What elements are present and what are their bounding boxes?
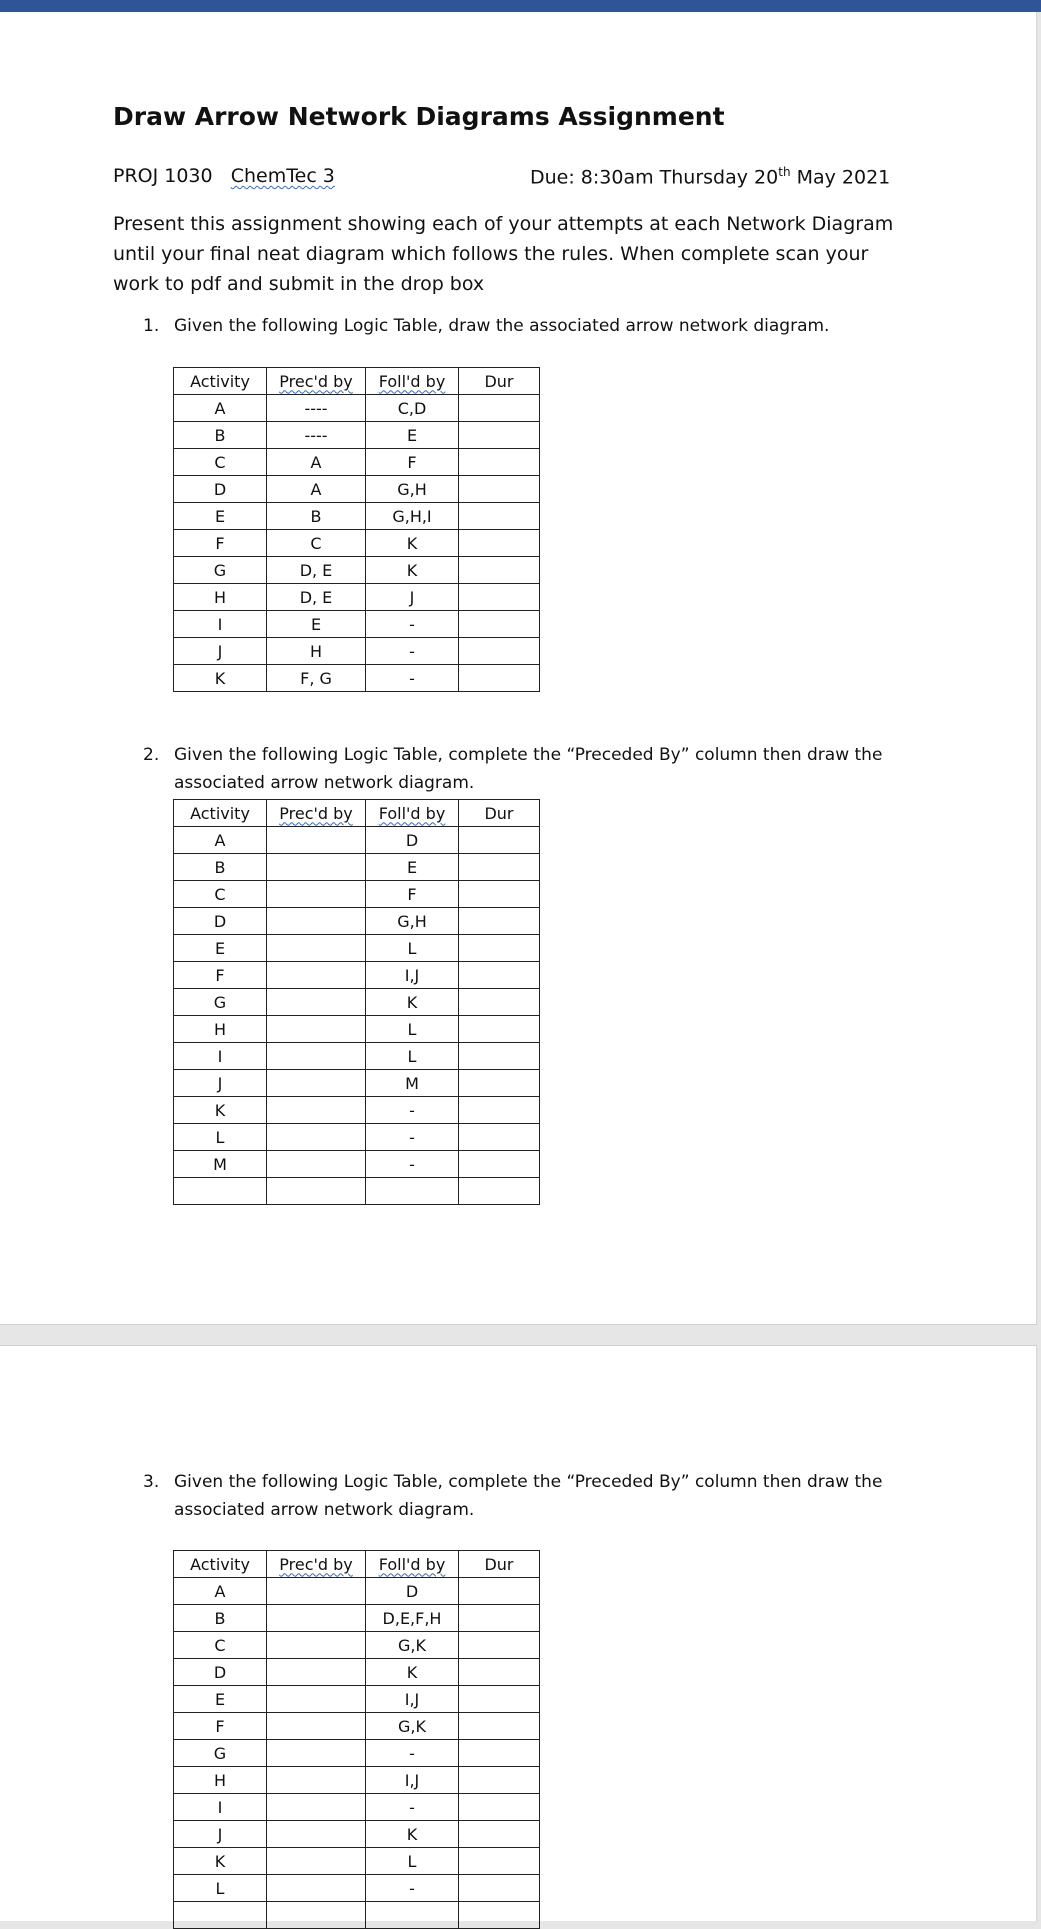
followed-by-cell: -	[366, 1875, 459, 1902]
question-text-line-1: Given the following Logic Table, complete the “Preceded By” column then draw the	[174, 1472, 883, 1492]
duration-cell	[459, 1605, 540, 1632]
table-row	[174, 611, 540, 638]
followed-by-cell: M	[366, 1070, 459, 1097]
activity-cell: F	[174, 962, 267, 989]
table-row	[174, 989, 540, 1016]
column-header-label: Activity	[190, 371, 250, 391]
table-row	[174, 530, 540, 557]
activity-cell: I	[174, 1794, 267, 1821]
table-row	[174, 476, 540, 503]
activity-cell: C	[174, 449, 267, 476]
activity-cell: B	[174, 1605, 267, 1632]
preceded-by-cell	[267, 1043, 366, 1070]
table-row	[174, 1848, 540, 1875]
logic-table-1	[173, 367, 540, 692]
preceded-by-cell	[267, 1686, 366, 1713]
preceded-by-cell	[267, 1875, 366, 1902]
preceded-by-cell	[267, 1848, 366, 1875]
followed-by-cell	[366, 1178, 459, 1205]
column-header	[174, 1551, 267, 1578]
column-header-label: Prec'd by	[279, 1554, 353, 1574]
activity-cell: D	[174, 476, 267, 503]
due-date	[530, 165, 890, 188]
activity-cell: F	[174, 1713, 267, 1740]
logic-table-2	[173, 799, 540, 1205]
preceded-by-cell	[267, 1605, 366, 1632]
activity-cell: G	[174, 989, 267, 1016]
activity-cell: K	[174, 1848, 267, 1875]
table-row	[174, 1178, 540, 1205]
followed-by-cell: K	[366, 530, 459, 557]
preceded-by-cell	[267, 1713, 366, 1740]
due-prefix: Due: 8:30am Thursday 20	[530, 166, 779, 189]
activity-cell: H	[174, 1016, 267, 1043]
table-row	[174, 1767, 540, 1794]
column-header-label: Foll'd by	[378, 803, 446, 823]
duration-cell	[459, 1713, 540, 1740]
table-row	[174, 827, 540, 854]
table-row	[174, 503, 540, 530]
preceded-by-cell	[267, 989, 366, 1016]
preceded-by-cell	[267, 1097, 366, 1124]
duration-cell	[459, 530, 540, 557]
question-text-line-1: Given the following Logic Table, complete the “Preceded By” column then draw the	[174, 745, 883, 765]
duration-cell	[459, 1848, 540, 1875]
table-header-row	[174, 368, 540, 395]
duration-cell	[459, 1632, 540, 1659]
followed-by-cell: E	[366, 854, 459, 881]
preceded-by-cell	[267, 881, 366, 908]
question-number: 1.	[143, 316, 160, 336]
column-header-label: Activity	[190, 1554, 250, 1574]
followed-by-cell: K	[366, 557, 459, 584]
preceded-by-cell: E	[267, 611, 366, 638]
column-header	[459, 1551, 540, 1578]
followed-by-cell: K	[366, 989, 459, 1016]
question-text-line-2: associated arrow network diagram.	[174, 1500, 475, 1520]
preceded-by-cell	[267, 1821, 366, 1848]
preceded-by-cell	[267, 1659, 366, 1686]
followed-by-cell: F	[366, 449, 459, 476]
question-1	[143, 312, 963, 342]
duration-cell	[459, 1686, 540, 1713]
column-header	[267, 800, 366, 827]
activity-cell: A	[174, 395, 267, 422]
duration-cell	[459, 1578, 540, 1605]
duration-cell	[459, 476, 540, 503]
followed-by-cell: L	[366, 1848, 459, 1875]
preceded-by-cell: B	[267, 503, 366, 530]
table-row	[174, 1794, 540, 1821]
course-name: ChemTec 3	[230, 165, 335, 187]
table-row	[174, 1097, 540, 1124]
table-row	[174, 449, 540, 476]
column-header	[366, 368, 459, 395]
column-header-label: Dur	[484, 1554, 514, 1574]
table-row	[174, 1578, 540, 1605]
table-row	[174, 1875, 540, 1902]
activity-cell: G	[174, 557, 267, 584]
activity-cell: C	[174, 881, 267, 908]
followed-by-cell: -	[366, 1740, 459, 1767]
column-header	[459, 368, 540, 395]
table-row	[174, 1070, 540, 1097]
preceded-by-cell	[267, 908, 366, 935]
preceded-by-cell	[267, 827, 366, 854]
question-text: Given the following Logic Table, draw the associated arrow network diagram.	[174, 316, 830, 336]
duration-cell	[459, 1070, 540, 1097]
table-row	[174, 935, 540, 962]
activity-cell: G	[174, 1740, 267, 1767]
activity-cell: K	[174, 1097, 267, 1124]
followed-by-cell: D,E,F,H	[366, 1605, 459, 1632]
table-row	[174, 1902, 540, 1929]
question-3	[143, 1468, 963, 1528]
followed-by-cell: E	[366, 422, 459, 449]
activity-cell: E	[174, 935, 267, 962]
activity-cell	[174, 1178, 267, 1205]
question-text-line-2: associated arrow network diagram.	[174, 773, 475, 793]
followed-by-cell: -	[366, 665, 459, 692]
activity-cell: F	[174, 530, 267, 557]
table-row	[174, 1821, 540, 1848]
activity-cell: J	[174, 1070, 267, 1097]
activity-cell: H	[174, 584, 267, 611]
due-suffix: May 2021	[790, 166, 891, 189]
duration-cell	[459, 1740, 540, 1767]
table-row	[174, 638, 540, 665]
preceded-by-cell: A	[267, 476, 366, 503]
column-header-label: Foll'd by	[378, 371, 446, 391]
table-row	[174, 962, 540, 989]
followed-by-cell: D	[366, 1578, 459, 1605]
activity-cell: L	[174, 1875, 267, 1902]
activity-cell: J	[174, 1821, 267, 1848]
instructions-paragraph: Present this assignment showing each of your attempts at each Network Diagram until your final neat diagram which follows the rules. When complete scan your work to pdf and submit in the drop box	[113, 213, 894, 295]
preceded-by-cell: F, G	[267, 665, 366, 692]
column-header-label: Prec'd by	[279, 371, 353, 391]
table-row	[174, 1713, 540, 1740]
duration-cell	[459, 881, 540, 908]
table-row	[174, 395, 540, 422]
activity-cell: K	[174, 665, 267, 692]
table-row	[174, 422, 540, 449]
table-row	[174, 1605, 540, 1632]
column-header	[366, 1551, 459, 1578]
followed-by-cell: -	[366, 1097, 459, 1124]
followed-by-cell: I,J	[366, 1686, 459, 1713]
duration-cell	[459, 665, 540, 692]
preceded-by-cell	[267, 935, 366, 962]
activity-cell: I	[174, 1043, 267, 1070]
followed-by-cell: I,J	[366, 962, 459, 989]
activity-cell: E	[174, 503, 267, 530]
activity-cell: I	[174, 611, 267, 638]
preceded-by-cell	[267, 1178, 366, 1205]
duration-cell	[459, 503, 540, 530]
table-row	[174, 1016, 540, 1043]
duration-cell	[459, 395, 540, 422]
activity-cell: E	[174, 1686, 267, 1713]
followed-by-cell: L	[366, 935, 459, 962]
due-superscript: th	[778, 165, 791, 179]
activity-cell: M	[174, 1151, 267, 1178]
followed-by-cell: G,K	[366, 1713, 459, 1740]
preceded-by-cell: C	[267, 530, 366, 557]
activity-cell: A	[174, 827, 267, 854]
column-header	[267, 368, 366, 395]
duration-cell	[459, 1875, 540, 1902]
table-header-row	[174, 800, 540, 827]
followed-by-cell: I,J	[366, 1767, 459, 1794]
duration-cell	[459, 962, 540, 989]
course-line	[113, 165, 335, 187]
followed-by-cell: L	[366, 1043, 459, 1070]
activity-cell: A	[174, 1578, 267, 1605]
duration-cell	[459, 422, 540, 449]
followed-by-cell: F	[366, 881, 459, 908]
activity-cell: D	[174, 908, 267, 935]
table-row	[174, 1124, 540, 1151]
followed-by-cell: -	[366, 638, 459, 665]
course-code: PROJ 1030	[113, 165, 213, 187]
duration-cell	[459, 827, 540, 854]
duration-cell	[459, 1097, 540, 1124]
followed-by-cell: -	[366, 1794, 459, 1821]
question-2	[143, 741, 963, 801]
table-row	[174, 881, 540, 908]
column-header	[174, 800, 267, 827]
followed-by-cell: D	[366, 827, 459, 854]
duration-cell	[459, 1902, 540, 1929]
duration-cell	[459, 584, 540, 611]
table-row	[174, 854, 540, 881]
duration-cell	[459, 854, 540, 881]
top-accent-bar	[0, 0, 1041, 12]
duration-cell	[459, 908, 540, 935]
preceded-by-cell: ----	[267, 422, 366, 449]
followed-by-cell: L	[366, 1016, 459, 1043]
activity-cell: B	[174, 854, 267, 881]
preceded-by-cell	[267, 1151, 366, 1178]
preceded-by-cell	[267, 962, 366, 989]
preceded-by-cell	[267, 854, 366, 881]
preceded-by-cell	[267, 1767, 366, 1794]
followed-by-cell: -	[366, 611, 459, 638]
table-row	[174, 1740, 540, 1767]
table-row	[174, 1151, 540, 1178]
duration-cell	[459, 638, 540, 665]
document-page-1	[0, 12, 1037, 1325]
column-header	[366, 800, 459, 827]
duration-cell	[459, 1016, 540, 1043]
column-header	[174, 368, 267, 395]
duration-cell	[459, 935, 540, 962]
column-header	[459, 800, 540, 827]
table-row	[174, 557, 540, 584]
followed-by-cell: K	[366, 1821, 459, 1848]
activity-cell: B	[174, 422, 267, 449]
column-header-label: Foll'd by	[378, 1554, 446, 1574]
question-number: 3.	[143, 1472, 160, 1492]
followed-by-cell: G,H	[366, 476, 459, 503]
preceded-by-cell	[267, 1632, 366, 1659]
duration-cell	[459, 611, 540, 638]
table-row	[174, 584, 540, 611]
preceded-by-cell: ----	[267, 395, 366, 422]
followed-by-cell: -	[366, 1151, 459, 1178]
duration-cell	[459, 989, 540, 1016]
duration-cell	[459, 449, 540, 476]
activity-cell: D	[174, 1659, 267, 1686]
table-row	[174, 1686, 540, 1713]
duration-cell	[459, 1151, 540, 1178]
duration-cell	[459, 1767, 540, 1794]
duration-cell	[459, 1659, 540, 1686]
table-row	[174, 1632, 540, 1659]
activity-cell: J	[174, 638, 267, 665]
preceded-by-cell	[267, 1124, 366, 1151]
preceded-by-cell: D, E	[267, 557, 366, 584]
column-header-label: Dur	[484, 803, 514, 823]
preceded-by-cell: D, E	[267, 584, 366, 611]
preceded-by-cell: A	[267, 449, 366, 476]
logic-table-3	[173, 1550, 540, 1929]
table-row	[174, 665, 540, 692]
preceded-by-cell	[267, 1794, 366, 1821]
followed-by-cell: -	[366, 1124, 459, 1151]
followed-by-cell	[366, 1902, 459, 1929]
preceded-by-cell	[267, 1578, 366, 1605]
followed-by-cell: K	[366, 1659, 459, 1686]
table-row	[174, 908, 540, 935]
table-header-row	[174, 1551, 540, 1578]
activity-cell: H	[174, 1767, 267, 1794]
duration-cell	[459, 1178, 540, 1205]
duration-cell	[459, 1124, 540, 1151]
question-number: 2.	[143, 745, 160, 765]
preceded-by-cell	[267, 1740, 366, 1767]
activity-cell: L	[174, 1124, 267, 1151]
duration-cell	[459, 1043, 540, 1070]
followed-by-cell: G,H,I	[366, 503, 459, 530]
duration-cell	[459, 557, 540, 584]
activity-cell	[174, 1902, 267, 1929]
column-header-label: Dur	[484, 371, 514, 391]
activity-cell: C	[174, 1632, 267, 1659]
followed-by-cell: G,K	[366, 1632, 459, 1659]
table-row	[174, 1043, 540, 1070]
document-title: Draw Arrow Network Diagrams Assignment	[113, 102, 725, 131]
preceded-by-cell	[267, 1070, 366, 1097]
preceded-by-cell	[267, 1016, 366, 1043]
duration-cell	[459, 1794, 540, 1821]
table-row	[174, 1659, 540, 1686]
followed-by-cell: C,D	[366, 395, 459, 422]
duration-cell	[459, 1821, 540, 1848]
column-header-label: Prec'd by	[279, 803, 353, 823]
followed-by-cell: G,H	[366, 908, 459, 935]
column-header-label: Activity	[190, 803, 250, 823]
preceded-by-cell: H	[267, 638, 366, 665]
followed-by-cell: J	[366, 584, 459, 611]
preceded-by-cell	[267, 1902, 366, 1929]
column-header	[267, 1551, 366, 1578]
